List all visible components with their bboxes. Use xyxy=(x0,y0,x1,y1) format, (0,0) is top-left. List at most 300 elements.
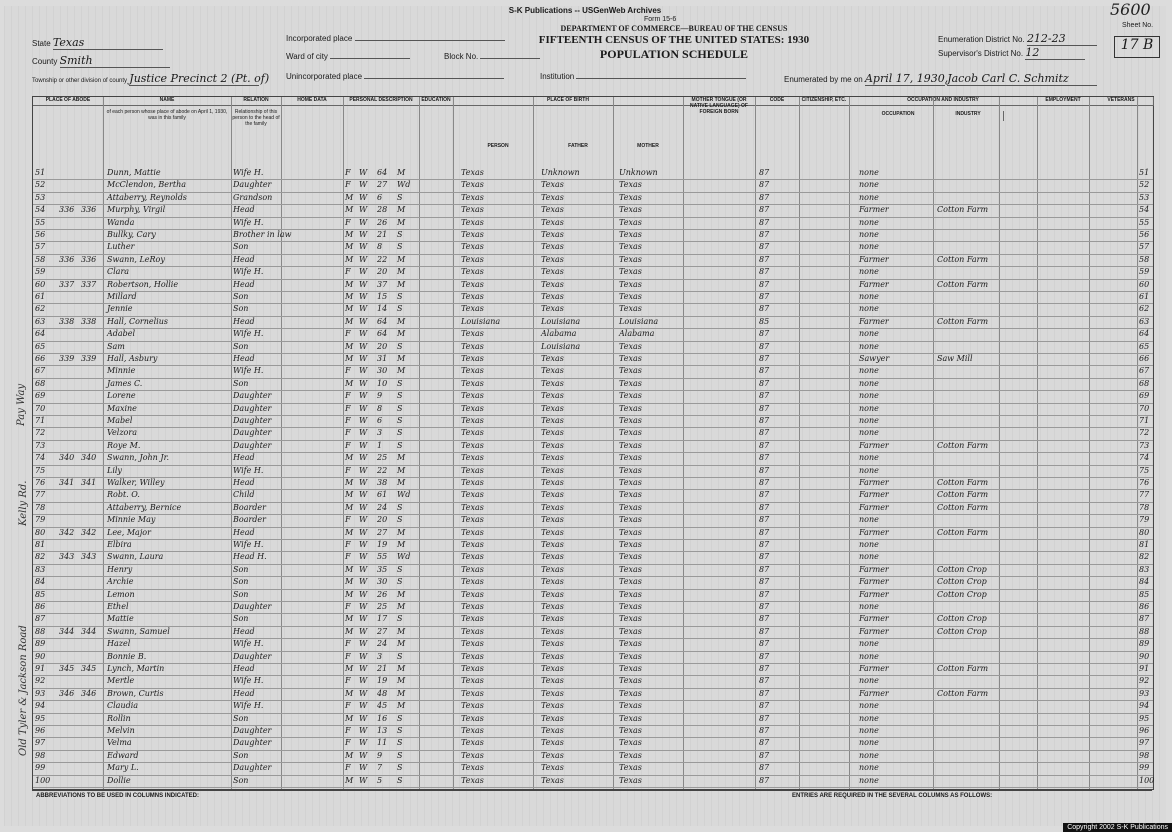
cell-birth: Texas xyxy=(461,564,484,574)
cell-occ: none xyxy=(859,726,879,735)
cell-occ: Farmer xyxy=(859,279,889,289)
line-number: 54 xyxy=(35,205,46,215)
cell-code: 87 xyxy=(759,279,770,289)
cell-occ: none xyxy=(859,341,879,351)
cell-name: Mertle xyxy=(107,676,135,686)
cell-race: W xyxy=(359,440,368,450)
line-number: 65 xyxy=(35,341,46,351)
table-row xyxy=(33,452,1153,465)
line-number: 93 xyxy=(35,688,46,698)
cell-mother: Texas xyxy=(619,192,642,202)
table-row xyxy=(33,688,1153,701)
cell-name: Wanda xyxy=(107,217,135,227)
cell-mother: Texas xyxy=(619,676,642,686)
line-number: 85 xyxy=(35,589,46,599)
cell-ind: Cotton Farm xyxy=(937,502,989,512)
cell-code: 87 xyxy=(759,639,770,649)
cell-birth: Texas xyxy=(461,180,484,190)
cell-birth: Texas xyxy=(461,626,484,636)
cell-ind: Cotton Crop xyxy=(937,564,987,574)
cell-birth: Texas xyxy=(461,688,484,698)
cell-name: Melvin xyxy=(107,726,135,735)
cell-fam: 336 xyxy=(81,254,97,264)
cell-occ: Farmer xyxy=(859,502,889,512)
cell-birth: Texas xyxy=(461,242,484,252)
cell-name: James C. xyxy=(107,378,143,388)
cell-mother: Texas xyxy=(619,651,642,661)
cell-ms: M xyxy=(397,602,406,611)
table-row xyxy=(33,638,1153,651)
stamp-number: 5600 xyxy=(1110,0,1151,19)
line-number: 80 xyxy=(35,527,46,537)
cell-name: Dollie xyxy=(107,775,131,785)
margin-note: Old Tyler & Jackson Road xyxy=(18,625,29,756)
cell-father: Texas xyxy=(541,354,564,363)
line-number-right: 90 xyxy=(1139,651,1150,661)
cell-mother: Texas xyxy=(619,279,642,289)
table-row xyxy=(33,403,1153,416)
cell-rel: Daughter xyxy=(233,726,272,735)
line-number-right: 89 xyxy=(1139,639,1150,649)
cell-rel: Daughter xyxy=(233,440,272,450)
cell-occ: none xyxy=(859,366,879,376)
cell-ms: M xyxy=(397,168,406,177)
cell-birth: Texas xyxy=(461,577,484,587)
cell-ms: S xyxy=(397,428,403,438)
cell-name: Mabel xyxy=(107,416,133,425)
enum-district-field: Enumeration District No. 212-23 xyxy=(938,32,1097,46)
cell-code: 87 xyxy=(759,205,770,215)
form-number: Form 15-6 xyxy=(644,16,677,23)
line-number: 76 xyxy=(35,478,46,487)
cell-mother: Unknown xyxy=(619,168,658,177)
line-number: 74 xyxy=(35,453,46,463)
cell-ind: Cotton Farm xyxy=(937,478,989,487)
cell-code: 87 xyxy=(759,217,770,227)
cell-ms: S xyxy=(397,416,403,425)
cell-father: Texas xyxy=(541,304,564,314)
line-number-right: 98 xyxy=(1139,750,1150,760)
cell-birth: Texas xyxy=(461,453,484,463)
cell-rel: Head xyxy=(233,316,255,326)
cell-birth: Texas xyxy=(461,416,484,425)
cell-code: 85 xyxy=(759,316,770,326)
cell-father: Texas xyxy=(541,254,564,264)
cell-name: Lynch, Martin xyxy=(107,664,165,673)
cell-race: W xyxy=(359,750,368,760)
line-number-right: 68 xyxy=(1139,378,1150,388)
cell-sex: M xyxy=(345,614,354,624)
cell-race: W xyxy=(359,713,368,723)
cell-occ: none xyxy=(859,713,879,723)
cell-father: Texas xyxy=(541,750,564,760)
table-row xyxy=(33,651,1153,664)
cell-ind: Cotton Farm xyxy=(937,254,989,264)
cell-occ: Farmer xyxy=(859,688,889,698)
cell-code: 87 xyxy=(759,168,770,177)
cell-race: W xyxy=(359,602,368,611)
cell-race: W xyxy=(359,416,368,425)
cell-age: 19 xyxy=(377,676,388,686)
cell-rel: Head xyxy=(233,664,255,673)
cell-race: W xyxy=(359,453,368,463)
cell-race: W xyxy=(359,577,368,587)
cell-name: Lily xyxy=(107,465,122,475)
group-code: CODE xyxy=(755,97,800,106)
line-number: 79 xyxy=(35,515,46,525)
cell-father: Texas xyxy=(541,664,564,673)
cell-father: Louisiana xyxy=(541,316,581,326)
cell-name: Attaberry, Bernice xyxy=(107,502,182,512)
cell-fam: 343 xyxy=(81,552,97,562)
cell-dwell: 340 xyxy=(59,453,75,463)
cell-name: Hall, Asbury xyxy=(107,354,158,363)
cell-age: 26 xyxy=(377,589,388,599)
cell-ms: M xyxy=(397,589,406,599)
cell-mother: Texas xyxy=(619,292,642,301)
cell-birth: Texas xyxy=(461,304,484,314)
cell-code: 87 xyxy=(759,490,770,500)
table-row xyxy=(33,378,1153,391)
cell-mother: Texas xyxy=(619,564,642,574)
cell-sex: M xyxy=(345,589,354,599)
cell-code: 87 xyxy=(759,403,770,413)
cell-race: W xyxy=(359,391,368,401)
line-number-right: 54 xyxy=(1139,205,1150,215)
table-row xyxy=(33,217,1153,230)
cell-race: W xyxy=(359,726,368,735)
cell-age: 19 xyxy=(377,540,388,549)
cell-ms: M xyxy=(397,366,406,376)
cell-ind: Cotton Crop xyxy=(937,626,987,636)
cell-sex: F xyxy=(345,465,351,475)
cell-race: W xyxy=(359,304,368,314)
line-number-right: 58 xyxy=(1139,254,1150,264)
line-number-right: 56 xyxy=(1139,230,1150,239)
cell-fam: 339 xyxy=(81,354,97,363)
cell-race: W xyxy=(359,664,368,673)
cell-occ: none xyxy=(859,465,879,475)
cell-father: Alabama xyxy=(541,329,577,339)
cell-name: Swann, John Jr. xyxy=(107,453,170,463)
line-number: 96 xyxy=(35,726,46,735)
line-number-right: 82 xyxy=(1139,552,1150,562)
cell-mother: Texas xyxy=(619,465,642,475)
table-row xyxy=(33,737,1153,750)
cell-race: W xyxy=(359,329,368,339)
cell-birth: Texas xyxy=(461,540,484,549)
col-industry-label: INDUSTRY xyxy=(933,111,1004,121)
cell-fam: 336 xyxy=(81,205,97,215)
cell-race: W xyxy=(359,378,368,388)
cell-rel: Head xyxy=(233,527,255,537)
line-number: 82 xyxy=(35,552,46,562)
cell-rel: Son xyxy=(233,304,249,314)
cell-father: Texas xyxy=(541,515,564,525)
table-row xyxy=(33,353,1153,366)
line-number: 90 xyxy=(35,651,46,661)
cell-ind: Cotton Farm xyxy=(937,440,989,450)
cell-birth: Texas xyxy=(461,676,484,686)
cell-occ: none xyxy=(859,775,879,785)
cell-race: W xyxy=(359,676,368,686)
cell-sex: M xyxy=(345,626,354,636)
cell-name: Sam xyxy=(107,341,125,351)
group-personal-description: PERSONAL DESCRIPTION xyxy=(343,97,420,106)
cell-ms: M xyxy=(397,354,406,363)
cell-race: W xyxy=(359,651,368,661)
table-row xyxy=(33,663,1153,676)
cell-ms: M xyxy=(397,688,406,698)
cell-ms: S xyxy=(397,292,403,301)
cell-birth: Texas xyxy=(461,329,484,339)
cell-race: W xyxy=(359,490,368,500)
cell-ms: S xyxy=(397,577,403,587)
cell-father: Texas xyxy=(541,564,564,574)
cell-birth: Texas xyxy=(461,701,484,711)
cell-mother: Texas xyxy=(619,701,642,711)
cell-sex: F xyxy=(345,763,351,773)
table-row xyxy=(33,589,1153,602)
cell-ms: S xyxy=(397,378,403,388)
line-number-right: 96 xyxy=(1139,726,1150,735)
cell-mother: Texas xyxy=(619,391,642,401)
cell-name: Minnie xyxy=(107,366,136,376)
cell-name: Millard xyxy=(107,292,137,301)
line-number: 66 xyxy=(35,354,46,363)
cell-rel: Wife H. xyxy=(233,267,264,277)
cell-race: W xyxy=(359,168,368,177)
cell-rel: Son xyxy=(233,378,249,388)
cell-rel: Head xyxy=(233,453,255,463)
cell-mother: Texas xyxy=(619,354,642,363)
cell-age: 9 xyxy=(377,750,383,760)
cell-age: 6 xyxy=(377,416,383,425)
line-number-right: 64 xyxy=(1139,329,1150,339)
cell-code: 87 xyxy=(759,254,770,264)
cell-rel: Wife H. xyxy=(233,168,264,177)
cell-rel: Head H. xyxy=(233,552,267,562)
cell-ind: Cotton Crop xyxy=(937,614,987,624)
line-number: 57 xyxy=(35,242,46,252)
cell-name: Velma xyxy=(107,738,132,748)
cell-father: Texas xyxy=(541,478,564,487)
cell-sex: F xyxy=(345,416,351,425)
cell-mother: Texas xyxy=(619,589,642,599)
cell-code: 87 xyxy=(759,564,770,574)
cell-ms: M xyxy=(397,527,406,537)
line-number: 97 xyxy=(35,738,46,748)
cell-name: Lee, Major xyxy=(107,527,151,537)
cell-age: 16 xyxy=(377,713,388,723)
cell-race: W xyxy=(359,242,368,252)
county-field: County Smith xyxy=(32,54,170,68)
table-row xyxy=(33,266,1153,279)
cell-birth: Texas xyxy=(461,602,484,611)
table-row xyxy=(33,489,1153,502)
cell-father: Texas xyxy=(541,428,564,438)
cell-age: 27 xyxy=(377,527,388,537)
cell-name: Walker, Willey xyxy=(107,478,165,487)
cell-fam: 338 xyxy=(81,316,97,326)
table-row xyxy=(33,365,1153,378)
group-occupation-industry: OCCUPATION AND INDUSTRY xyxy=(849,97,1038,106)
cell-rel: Wife H. xyxy=(233,366,264,376)
cell-fam: 337 xyxy=(81,279,97,289)
cell-age: 24 xyxy=(377,502,388,512)
cell-name: Brown, Curtis xyxy=(107,688,164,698)
cell-birth: Texas xyxy=(461,230,484,239)
table-row xyxy=(33,626,1153,639)
cell-name: Minnie May xyxy=(107,515,156,525)
incorporated-place-field: Incorporated place xyxy=(286,34,505,43)
cell-rel: Head xyxy=(233,688,255,698)
cell-dwell: 343 xyxy=(59,552,75,562)
cell-name: Dunn, Mattie xyxy=(107,168,161,177)
cell-mother: Texas xyxy=(619,738,642,748)
line-number: 51 xyxy=(35,168,46,177)
group-name: NAME xyxy=(103,97,232,106)
cell-birth: Texas xyxy=(461,527,484,537)
table-row xyxy=(33,279,1153,292)
group-employment: EMPLOYMENT xyxy=(1037,97,1090,106)
cell-dwell: 341 xyxy=(59,478,75,487)
line-number: 77 xyxy=(35,490,46,500)
cell-mother: Texas xyxy=(619,217,642,227)
line-number-right: 99 xyxy=(1139,763,1150,773)
cell-race: W xyxy=(359,763,368,773)
cell-ind: Cotton Farm xyxy=(937,279,989,289)
cell-ms: S xyxy=(397,651,403,661)
line-number: 94 xyxy=(35,701,46,711)
cell-mother: Louisiana xyxy=(619,316,659,326)
cell-occ: none xyxy=(859,416,879,425)
cell-code: 87 xyxy=(759,428,770,438)
cell-sex: M xyxy=(345,478,354,487)
cell-father: Louisiana xyxy=(541,341,581,351)
cell-mother: Texas xyxy=(619,502,642,512)
cell-rel: Son xyxy=(233,750,249,760)
line-number: 88 xyxy=(35,626,46,636)
cell-race: W xyxy=(359,527,368,537)
cell-father: Texas xyxy=(541,614,564,624)
table-row xyxy=(33,539,1153,552)
cell-age: 3 xyxy=(377,428,383,438)
cell-ms: M xyxy=(397,664,406,673)
cell-sex: M xyxy=(345,664,354,673)
cell-age: 17 xyxy=(377,614,388,624)
cell-ind: Cotton Farm xyxy=(937,664,989,673)
cell-age: 10 xyxy=(377,378,388,388)
group-citizenship: CITIZENSHIP, ETC. xyxy=(799,97,850,106)
cell-rel: Daughter xyxy=(233,763,272,773)
cell-name: Henry xyxy=(107,564,133,574)
line-number-right: 74 xyxy=(1139,453,1150,463)
cell-birth: Texas xyxy=(461,428,484,438)
line-number-right: 77 xyxy=(1139,490,1150,500)
cell-father: Texas xyxy=(541,192,564,202)
cell-name: Lorene xyxy=(107,391,136,401)
cell-father: Texas xyxy=(541,403,564,413)
line-number: 71 xyxy=(35,416,46,425)
cell-birth: Texas xyxy=(461,254,484,264)
cell-occ: none xyxy=(859,428,879,438)
table-row xyxy=(33,415,1153,428)
census-title: FIFTEENTH CENSUS OF THE UNITED STATES: 1930 xyxy=(538,34,810,46)
cell-code: 87 xyxy=(759,354,770,363)
cell-rel: Daughter xyxy=(233,602,272,611)
cell-occ: none xyxy=(859,453,879,463)
cell-code: 87 xyxy=(759,626,770,636)
cell-birth: Texas xyxy=(461,589,484,599)
line-number: 63 xyxy=(35,316,46,326)
cell-dwell: 336 xyxy=(59,205,75,215)
cell-age: 20 xyxy=(377,267,388,277)
cell-code: 87 xyxy=(759,267,770,277)
cell-dwell: 346 xyxy=(59,688,75,698)
line-number-right: 100 xyxy=(1139,775,1155,785)
cell-sex: F xyxy=(345,440,351,450)
line-number-right: 71 xyxy=(1139,416,1150,425)
cell-occ: none xyxy=(859,180,879,190)
cell-ms: M xyxy=(397,329,406,339)
cell-age: 24 xyxy=(377,639,388,649)
cell-race: W xyxy=(359,639,368,649)
cell-age: 7 xyxy=(377,763,383,773)
cell-sex: M xyxy=(345,279,354,289)
cell-ms: S xyxy=(397,403,403,413)
cell-sex: F xyxy=(345,267,351,277)
line-number-right: 79 xyxy=(1139,515,1150,525)
cell-age: 25 xyxy=(377,453,388,463)
cell-rel: Daughter xyxy=(233,180,272,190)
cell-sex: M xyxy=(345,230,354,239)
cell-ind: Cotton Crop xyxy=(937,577,987,587)
cell-code: 87 xyxy=(759,329,770,339)
cell-mother: Texas xyxy=(619,490,642,500)
cell-ms: M xyxy=(397,701,406,711)
cell-name: Attaberry, Reynolds xyxy=(107,192,187,202)
cell-mother: Texas xyxy=(619,478,642,487)
cell-birth: Texas xyxy=(461,217,484,227)
cell-fam: 346 xyxy=(81,688,97,698)
cell-name: Edward xyxy=(107,750,139,760)
cell-code: 87 xyxy=(759,540,770,549)
line-number: 83 xyxy=(35,564,46,574)
cell-birth: Texas xyxy=(461,168,484,177)
cell-sex: M xyxy=(345,775,354,785)
cell-name: Lemon xyxy=(107,589,135,599)
cell-name: Bullky, Cary xyxy=(107,230,156,239)
cell-race: W xyxy=(359,254,368,264)
cell-father: Texas xyxy=(541,552,564,562)
line-number-right: 52 xyxy=(1139,180,1150,190)
cell-father: Texas xyxy=(541,726,564,735)
line-number: 100 xyxy=(35,775,51,785)
cell-ms: M xyxy=(397,205,406,215)
cell-code: 87 xyxy=(759,416,770,425)
line-number-right: 66 xyxy=(1139,354,1150,363)
cell-rel: Son xyxy=(233,713,249,723)
cell-ind: Cotton Farm xyxy=(937,490,989,500)
cell-age: 21 xyxy=(377,664,388,673)
cell-rel: Son xyxy=(233,614,249,624)
cell-mother: Texas xyxy=(619,378,642,388)
cell-sex: F xyxy=(345,639,351,649)
cell-rel: Brother in law xyxy=(233,230,292,239)
cell-birth: Texas xyxy=(461,205,484,215)
cell-race: W xyxy=(359,217,368,227)
